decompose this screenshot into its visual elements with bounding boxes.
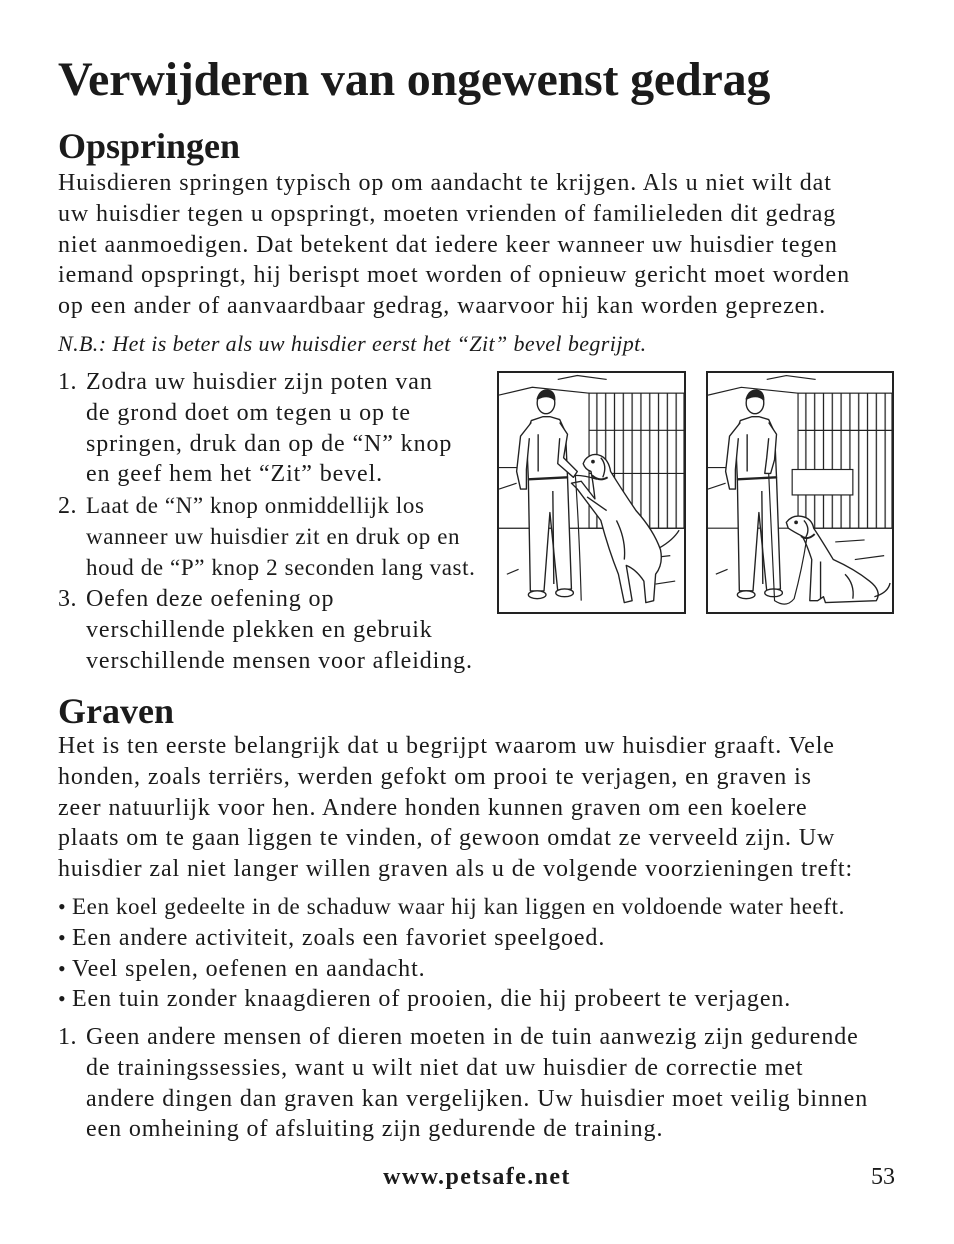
bullet-text: Veel spelen, oefenen en aandacht. [72,955,426,982]
paragraph-graven [58,731,853,885]
paragraph-line: huisdier zal niet langer willen graven als u de volgende voorzieningen treft: [58,856,854,883]
step-number: 2. [58,493,77,519]
note: N.B.: Het is beter als uw huisdier eerst het “Zit” bevel begrijpt. [58,331,647,356]
bullet-marker: • [58,924,66,950]
page-title: Verwijderen van ongewenst gedrag [58,53,771,106]
paragraph-line: honden, zoals terriërs, werden gefokt om prooi te verjagen, en graven is [58,763,812,790]
step-number: 1. [58,1024,77,1050]
bullet-text: Een koel gedeelte in de schaduw waar hij kan liggen en voldoende water heeft. [72,894,845,919]
step-line: verschillende mensen voor afleiding. [86,647,473,674]
paragraph-line: op een ander of aanvaardbaar gedrag, waarvoor hij kan worden geprezen. [58,293,826,320]
paragraph-line: zeer natuurlijk voor hen. Andere honden kunnen graven om een koelere [58,794,808,821]
illustration-man-with-jumping-dog [497,371,686,614]
bullet-text: Een andere activiteit, zoals een favoriet speelgoed. [72,924,606,951]
paragraph-line: Huisdieren springen typisch op om aandacht te krijgen. Als u niet wilt dat [58,170,832,196]
step-line: de trainingssessies, want u wilt niet dat uw huisdier de correctie met [86,1054,804,1081]
paragraph-line: niet aanmoedigen. Dat betekent dat iedere keer wanneer uw huisdier tegen [58,231,838,258]
step-line: Laat de “N” knop onmiddellijk los [86,493,425,518]
dog-figure [786,516,890,603]
illustration-man-with-sitting-dog [706,371,894,614]
section-heading-opspringen: Opspringen [58,126,241,166]
step-line: een omheining of afsluiting zijn gedurende de training. [86,1116,664,1143]
man-figure [517,390,578,599]
step-line: de grond doet om tegen u op te [86,399,411,426]
sitting-dog-drawing [708,373,892,612]
step-number: 3. [58,586,77,612]
section-heading-graven: Graven [58,691,174,731]
step-line: springen, druk dan op de “N” knop [86,430,453,457]
paragraph-line: iemand opspringt, hij berispt moet worden of opnieuw gericht moet worden [58,262,850,289]
step-line: wanneer uw huisdier zit en druk op en [86,523,461,549]
step-line: en geef hem het “Zit” bevel. [86,461,384,488]
page-number: 53 [871,1164,895,1190]
bullet-marker: • [58,986,66,1012]
paragraph-line: uw huisdier tegen u opspringt, moeten vrienden of familieleden dit gedrag [58,200,837,227]
bullet-marker: • [58,955,66,981]
step-number: 1. [58,369,77,395]
bullet-text: Een tuin zonder knaagdieren of prooien, die hij probeert te verjagen. [72,986,792,1013]
step-line: verschillende plekken en gebruik [86,616,433,643]
man-figure [726,390,783,599]
step-line: Zodra uw huisdier zijn poten van [86,369,433,395]
paragraph-line: plaats om te gaan liggen te vinden, of gewoon omdat ze verveeld zijn. Uw [58,825,836,852]
step-line: andere dingen dan graven kan vergelijken. Uw huisdier moet veilig binnen [86,1085,869,1112]
paragraph-opspringen [58,168,850,322]
jumping-dog-drawing [499,373,684,612]
bullet-marker: • [58,894,66,919]
footer-url: www.petsafe.net [383,1164,571,1190]
step-line: Geen andere mensen of dieren moeten in de tuin aanwezig zijn gedurende [86,1024,859,1050]
paragraph-line: Het is ten eerste belangrijk dat u begrijpt waarom uw huisdier graaft. Vele [58,733,835,759]
step-line: houd de “P” knop 2 seconden lang vast. [86,554,476,580]
step-line: Oefen deze oefening op [86,586,335,612]
